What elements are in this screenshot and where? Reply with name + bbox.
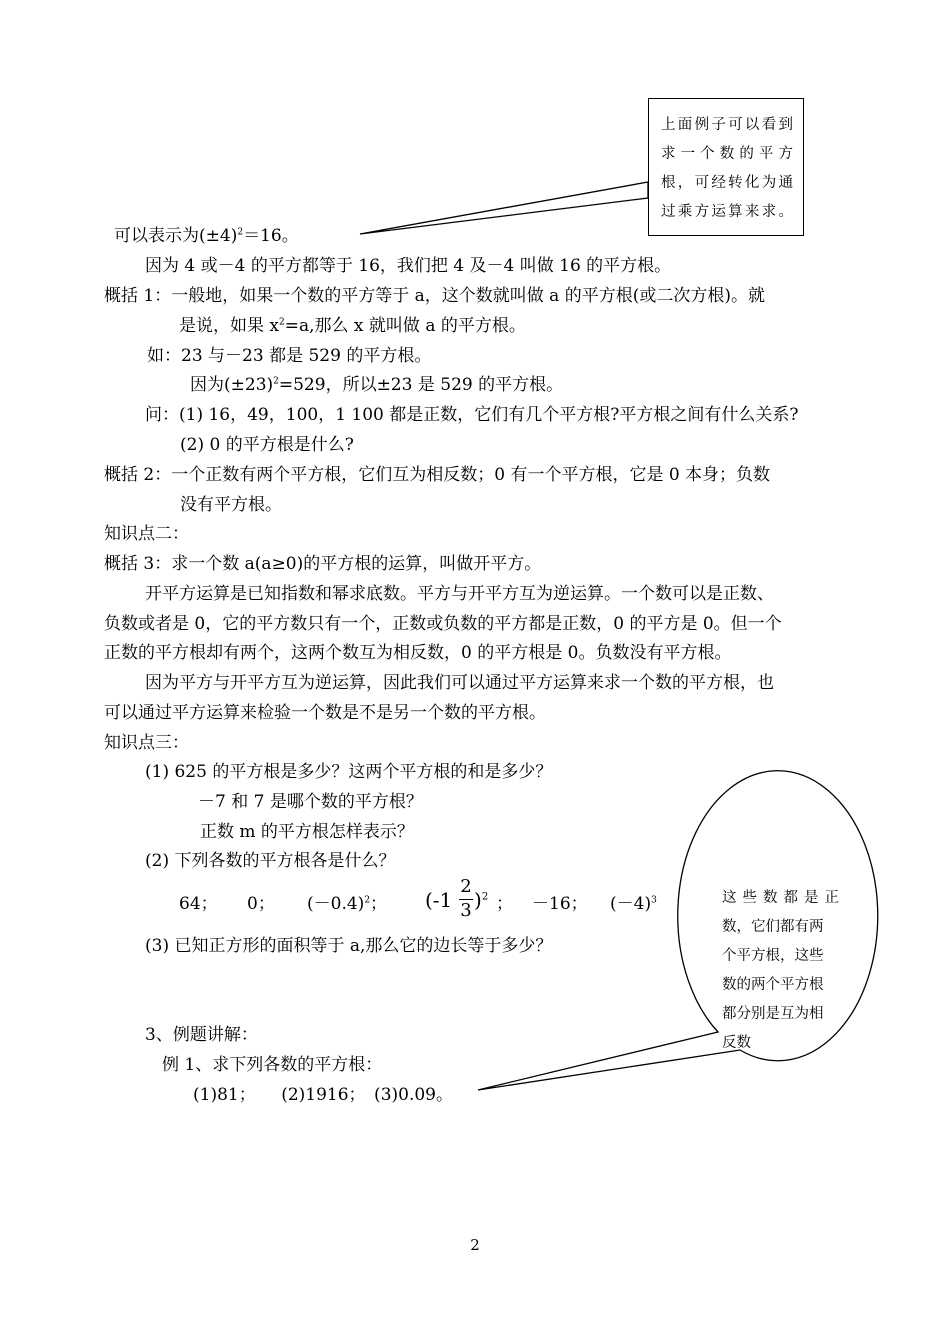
question-line: (2) 0 的平方根是什么? <box>180 435 354 455</box>
exercise-line: (3) 已知正方形的面积等于 a,那么它的边长等于多少？ <box>145 936 553 956</box>
number-item <box>307 893 387 915</box>
page-number: 2 <box>470 1236 480 1254</box>
summary-2-line: 概括 2：一个正数有两个平方根，它们互为相反数；0 有一个平方根，它是 0 本身；负数 <box>104 465 771 485</box>
text-span: ) <box>474 888 482 912</box>
text-span: (－4) <box>610 894 652 914</box>
text-line: 因为平方与开平方互为逆运算，因此我们可以通过平方运算来求一个数的平方根，也 <box>145 673 774 693</box>
number-item: 0； <box>247 894 275 914</box>
text-line: 开平方运算是已知指数和幂求底数。平方与开平方互为逆运算。一个数可以是正数、 <box>145 584 774 604</box>
text-line <box>190 374 563 396</box>
note-line: 上面例子可以看到 <box>661 117 793 133</box>
section-heading: 知识点二： <box>104 524 189 544</box>
exercise-line: (1) 625 的平方根是多少？这两个平方根的和是多少？ <box>145 762 553 782</box>
text-span: =529，所以±23 是 529 的平方根。 <box>278 375 564 395</box>
text-span: 因为(±23) <box>190 375 274 395</box>
text-line: 没有平方根。 <box>180 495 282 515</box>
number-item: 64； <box>179 894 218 914</box>
number-item: ； <box>496 894 513 914</box>
note-line: 根，可经转化为通 <box>661 175 793 191</box>
superscript: 2 <box>364 895 371 906</box>
text-span: 可以表示为(±4) <box>114 226 238 246</box>
oval-line: 数，它们都有两 <box>722 919 824 935</box>
oval-line: 这些数都是正 <box>722 890 845 906</box>
exercise-line: 正数 m 的平方根怎样表示？ <box>200 822 414 842</box>
summary-3-line: 概括 3：求一个数 a(a≥0)的平方根的运算，叫做开平方。 <box>104 554 542 574</box>
number-item: －16； <box>532 894 588 914</box>
text-span: ； <box>370 894 388 914</box>
text-span: 是说，如果 x <box>179 316 279 336</box>
text-line: 因为 4 或－4 的平方都等于 16，我们把 4 及－4 叫做 16 的平方根。 <box>145 256 672 276</box>
fraction-denominator: 3 <box>460 900 472 921</box>
exercise-line: (2) 下列各数的平方根各是什么？ <box>145 851 396 871</box>
text-span: (－0.4) <box>307 894 365 914</box>
fraction-numerator: 2 <box>460 876 472 897</box>
rect-callout-pointer <box>360 182 648 234</box>
mixed-fraction-close <box>474 888 488 912</box>
text-span: ＝16。 <box>243 226 299 246</box>
text-line <box>114 225 299 247</box>
exercise-line: －7 和 7 是哪个数的平方根？ <box>198 792 423 812</box>
text-line: 正数的平方根却有两个，这两个数互为相反数，0 的平方根是 0。负数没有平方根。 <box>104 643 732 663</box>
oval-line: 都分别是互为相 <box>722 1006 824 1022</box>
text-line <box>179 315 526 337</box>
text-span: =a,那么 x 就叫做 a 的平方根。 <box>284 316 526 336</box>
section-heading: 知识点三： <box>104 733 189 753</box>
oval-line: 个平方根，这些 <box>722 948 824 964</box>
mixed-fraction-open: (-1 <box>425 888 453 912</box>
number-item <box>610 893 657 915</box>
text-line: 如：23 与－23 都是 529 的平方根。 <box>147 346 432 366</box>
text-line: 负数或者是 0，它的平方数只有一个，正数或负数的平方都是正数，0 的平方是 0。但一个 <box>104 614 782 634</box>
summary-1-line: 概括 1：一般地，如果一个数的平方等于 a，这个数就叫做 a 的平方根(或二次方根)。就 <box>104 286 765 306</box>
superscript: 2 <box>481 891 489 903</box>
text-line: 可以通过平方运算来检验一个数是不是另一个数的平方根。 <box>104 703 546 723</box>
oval-line: 数的两个平方根 <box>722 977 824 993</box>
note-box-callout <box>648 98 804 236</box>
superscript: 2 <box>279 317 285 328</box>
note-line: 求一个数的平方 <box>661 146 793 162</box>
oval-line: 反数 <box>722 1035 751 1051</box>
oval-callout-text <box>722 884 850 1058</box>
section-heading: 3、例题讲解： <box>145 1025 258 1045</box>
example-line: 例 1、求下列各数的平方根： <box>162 1055 383 1075</box>
example-items: (1)81； (2)1916； (3)0.09。 <box>193 1085 453 1105</box>
question-line: 问：(1) 16，49，100，1 100 都是正数，它们有几个平方根?平方根之间有什么关系? <box>145 405 799 425</box>
superscript: 2 <box>273 376 279 387</box>
superscript: 2 <box>237 227 244 238</box>
superscript: 3 <box>651 895 657 906</box>
note-line: 过乘方运算来求。 <box>661 204 793 220</box>
